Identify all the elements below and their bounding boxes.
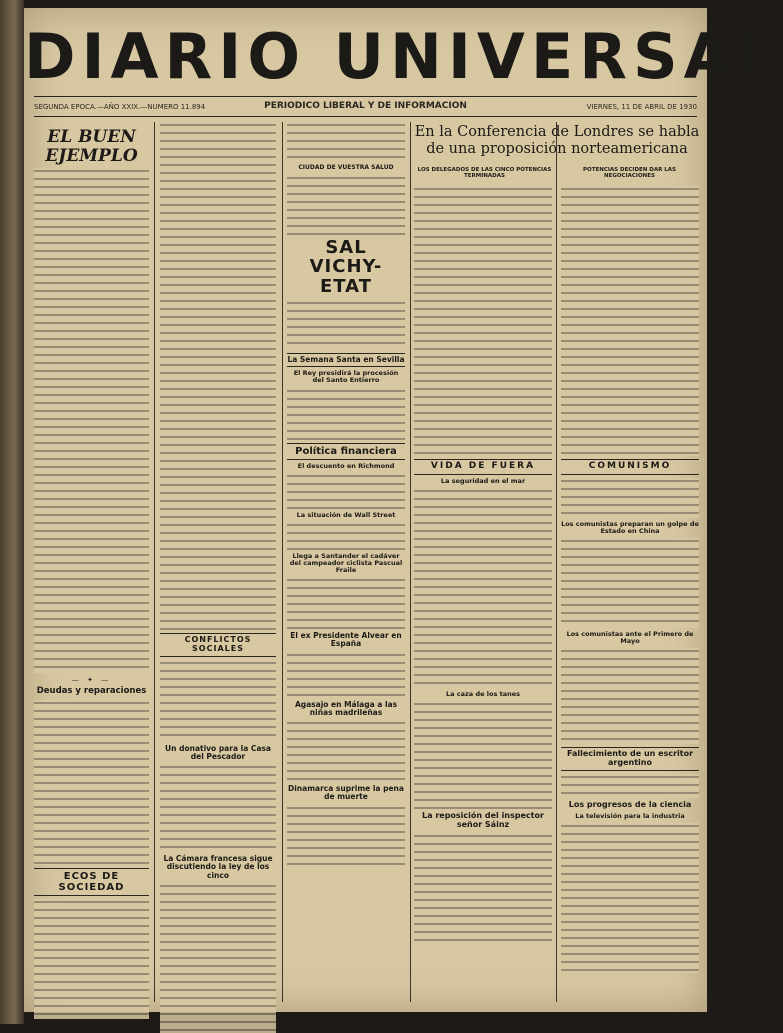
column-2	[160, 122, 276, 1002]
ad-header: CIUDAD DE VUESTRA SALUD	[298, 164, 394, 171]
main-headline: En la Conferencia de Londres se habla de una proposición norteamericana	[414, 124, 700, 157]
masthead-rule-bottom	[34, 116, 697, 117]
article-headline-ciencia: Los progresos de la ciencia	[568, 800, 692, 810]
article-subhead: La caza de los tanes	[445, 690, 520, 699]
article-headline-deudas: Deudas y reparaciones	[36, 686, 147, 697]
separator-ornament: — ✦ —	[71, 676, 112, 685]
article-subhead: La televisión para la industria	[575, 811, 685, 820]
masthead-rule	[34, 96, 697, 97]
article-body	[414, 833, 552, 943]
article-body	[287, 522, 405, 550]
column-divider	[282, 122, 283, 1002]
masthead-subline	[34, 100, 697, 114]
main-subheads	[414, 164, 700, 182]
column-3	[287, 122, 405, 1002]
article-body-continued	[160, 122, 276, 630]
column-divider	[556, 122, 557, 1002]
article-headline-santander: Llega a Santander el cadáver del campeador ciclista Pascual Fraile	[289, 551, 403, 575]
article-headline-politica-financiera: Política financiera	[287, 443, 405, 460]
article-subhead: Los comunistas preparan un golpe de Estado en China	[561, 519, 699, 536]
column-divider	[154, 122, 155, 1002]
article-body-continued	[287, 122, 405, 162]
article-subhead: El descuento en Richmond	[297, 461, 395, 470]
article-body	[287, 652, 405, 698]
article-headline-el-buen-ejemplo: EL BUEN EJEMPLO	[45, 127, 138, 166]
article-subhead: La seguridad en el mar	[440, 476, 526, 485]
column-5	[561, 186, 699, 1002]
article-headline-donativo: Un donativo para la Casa del Pescador	[165, 743, 271, 761]
column-divider	[410, 122, 411, 1002]
article-subhead: Los comunistas ante el Primero de Mayo	[566, 630, 694, 646]
column-1	[34, 122, 149, 1002]
article-headline-malaga: Agasajo en Málaga a las niñas madrileñas	[294, 699, 398, 717]
section-header-conflictos: CONFLICTOS SOCIALES	[160, 633, 276, 657]
article-body	[160, 660, 276, 742]
newspaper-tagline: PERIODICO LIBERAL Y DE INFORMACION	[264, 101, 467, 111]
article-body	[561, 648, 699, 744]
newspaper-page	[24, 8, 783, 1012]
article-headline-alvear: El ex Presidente Alvear en España	[290, 631, 402, 649]
article-subhead: La situación de Wall Street	[296, 510, 396, 519]
section-header-ecos: ECOS DE SOCIEDAD	[34, 868, 149, 896]
article-headline-reposicion: La reposición del inspector señor Sáinz	[422, 811, 544, 829]
article-headline-semana-santa: La Semana Santa en Sevilla	[287, 353, 405, 367]
article-body	[287, 388, 405, 440]
main-story-body	[414, 186, 552, 456]
masthead-title: DIARIO UNIVERSAL	[24, 20, 783, 93]
section-header-comunismo: COMUNISMO	[561, 459, 699, 475]
article-body	[160, 883, 276, 1033]
article-body	[34, 700, 149, 865]
article-body	[561, 823, 699, 973]
article-headline-camara-francesa: La Cámara francesa sigue discutiendo la ley de los cinco	[163, 854, 273, 880]
article-body	[287, 720, 405, 782]
article-body	[561, 478, 699, 518]
main-story-body	[561, 186, 699, 456]
section-header-vida-de-fuera: VIDA DE FUERA	[414, 459, 552, 475]
ad-body	[287, 300, 405, 350]
article-subhead: El Rey presidirá la procesión del Santo Entierro	[293, 369, 399, 385]
ad-body	[287, 175, 405, 235]
article-body	[414, 488, 552, 688]
column-4	[414, 186, 552, 1002]
article-headline-dinamarca: Dinamarca suprime la pena de muerte	[288, 784, 404, 802]
article-body	[287, 805, 405, 865]
article-body	[561, 538, 699, 628]
article-body	[34, 168, 149, 673]
main-subhead-right: POTENCIAS DECIDEN DAR LAS NEGOCIACIONES	[583, 167, 676, 180]
article-body	[561, 774, 699, 798]
article-headline-fallecimiento: Fallecimiento de un escritor argentino	[561, 747, 699, 771]
ad-brand-sal-vichy: SAL VICHY-ETAT	[309, 236, 383, 298]
book-spine	[0, 0, 24, 1024]
main-story-block	[414, 122, 700, 182]
issue-info: SEGUNDA EPOCA.—AÑO XXIX.—NUMERO 11.894	[34, 103, 206, 111]
article-body	[34, 899, 149, 1019]
article-body	[160, 764, 276, 852]
article-body	[287, 473, 405, 509]
issue-date: VIERNES, 11 DE ABRIL DE 1930	[586, 103, 697, 111]
main-subhead-left: LOS DELEGADOS DE LAS CINCO POTENCIAS TERMINADAS	[417, 167, 552, 180]
article-body	[414, 701, 552, 809]
article-body	[287, 577, 405, 629]
